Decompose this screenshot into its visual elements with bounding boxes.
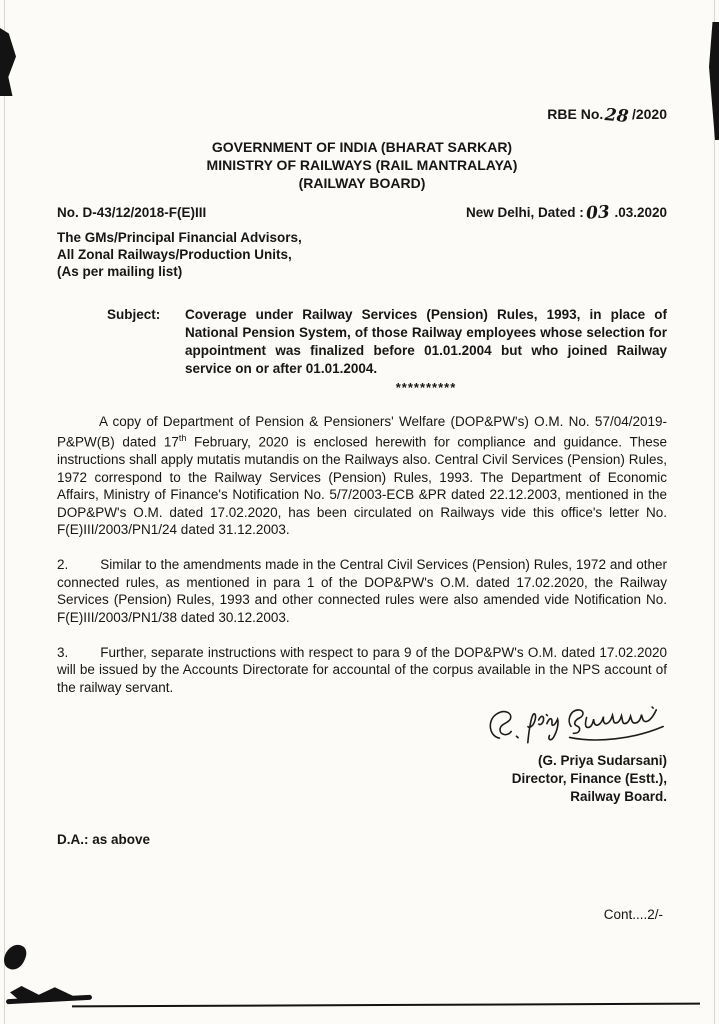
asterisk-divider: ********** bbox=[395, 380, 457, 395]
paragraph-1-text-b: February, 2020 is enclosed herewith for compliance and guidance. These instructions shall apply mutatis mutandis on the Railways also. Central Civil Services (Pension) Rules, 1972 correspond to the Railway Services (Pension) Rules, 1993. The Department of Economic Affairs, Ministry of Finance's Notification No. 5/7/2003-ECB &PR dated 22.12.2003, mentioned in the DOP&PW's O.M. dated 17.02.2020, has been circulated on Railways vide this office's letter No. F(E)III/2003/PN1/24 dated 31.12.2003. bbox=[57, 434, 667, 537]
signatory-name: (G. Priya Sudarsani) bbox=[537, 753, 667, 769]
date-day-handwritten: 03 bbox=[585, 202, 611, 224]
paragraph-3-number: 3. bbox=[57, 644, 69, 660]
rbe-number-handwritten: 28 bbox=[604, 104, 630, 127]
subject-text-column bbox=[185, 306, 667, 397]
signatory-designation: Director, Finance (Estt.), bbox=[511, 771, 667, 787]
addressee-line-1: The GMs/Principal Financial Advisors, bbox=[57, 230, 302, 245]
signatory-block bbox=[57, 752, 667, 806]
handwritten-signature bbox=[482, 695, 674, 757]
scan-smudge-bottom-line bbox=[72, 1003, 700, 1008]
paragraph-2-number: 2. bbox=[57, 557, 69, 573]
subject-row bbox=[57, 306, 667, 397]
date-line bbox=[465, 202, 667, 224]
scan-smudge-bottom-left-blob bbox=[1, 941, 29, 973]
scan-edge-right bbox=[714, 0, 715, 1024]
date-prefix: New Delhi, Dated : bbox=[465, 205, 584, 220]
rbe-prefix: RBE No. bbox=[547, 106, 604, 122]
reference-and-date-row bbox=[57, 202, 667, 224]
paragraph-2-text: Similar to the amendments made in the Central Civil Services (Pension) Rules, 1972 and other connected rules, as mentioned in para 1 of the DOP&PW's O.M. dated 17.02.2020, the Railway Services (Pension) Rules, 1993 and other connected rules were also amended vide Notification No. F(E)III/2003/PN1/38 dated 30.12.2003. bbox=[57, 557, 667, 625]
scan-smudge-top-right bbox=[709, 22, 719, 140]
letter-content bbox=[57, 0, 667, 922]
date-rest: .03.2020 bbox=[614, 205, 667, 220]
org-line-board: (RAILWAY BOARD) bbox=[298, 175, 426, 191]
signature-area bbox=[57, 704, 667, 752]
subject-text: Coverage under Railway Services (Pension) Rules, 1993, in place of National Pension System, of those Railway employees whose selection for appointment was finalized before 01.01.2004 but who joined Railway service on or after 01.01.2004. bbox=[185, 307, 667, 376]
subject-label: Subject: bbox=[107, 307, 161, 322]
ordinal-suffix: th bbox=[178, 433, 187, 444]
paragraph-3-text: Further, separate instructions with respect to para 9 of the DOP&PW's O.M. dated 17.02.2020 will be issued by the Accounts Directorate for accountal of the corpus available in the NPS account of the railway servant. bbox=[57, 644, 667, 695]
reference-number: No. D-43/12/2018-F(E)III bbox=[57, 205, 207, 220]
addressee-block bbox=[57, 229, 667, 280]
org-line-ministry: MINISTRY OF RAILWAYS (RAIL MANTRALAYA) bbox=[206, 157, 518, 173]
letterhead bbox=[57, 138, 667, 192]
paragraph-1-text-a: A copy of Department of Pension & Pensioners' Welfare (DOP&PW's) O.M. No. 57/04/2019-P&PW(B) dated 17 bbox=[57, 414, 667, 450]
rbe-suffix: /2020 bbox=[631, 106, 667, 122]
rbe-number-line bbox=[57, 104, 667, 127]
enclosure-note: D.A.: as above bbox=[57, 832, 151, 848]
paragraph-2 bbox=[57, 556, 667, 626]
org-line-government: GOVERNMENT OF INDIA (BHARAT SARKAR) bbox=[211, 139, 513, 155]
addressee-line-2: All Zonal Railways/Production Units, bbox=[57, 247, 292, 262]
paragraph-1 bbox=[57, 413, 667, 538]
scan-edge-left bbox=[4, 0, 5, 1024]
addressee-line-3: (As per mailing list) bbox=[57, 264, 183, 279]
signatory-organisation: Railway Board. bbox=[570, 789, 667, 805]
scan-smudge-top-left bbox=[0, 28, 16, 96]
paragraph-3 bbox=[57, 644, 667, 696]
continuation-note: Cont....2/- bbox=[603, 907, 663, 923]
